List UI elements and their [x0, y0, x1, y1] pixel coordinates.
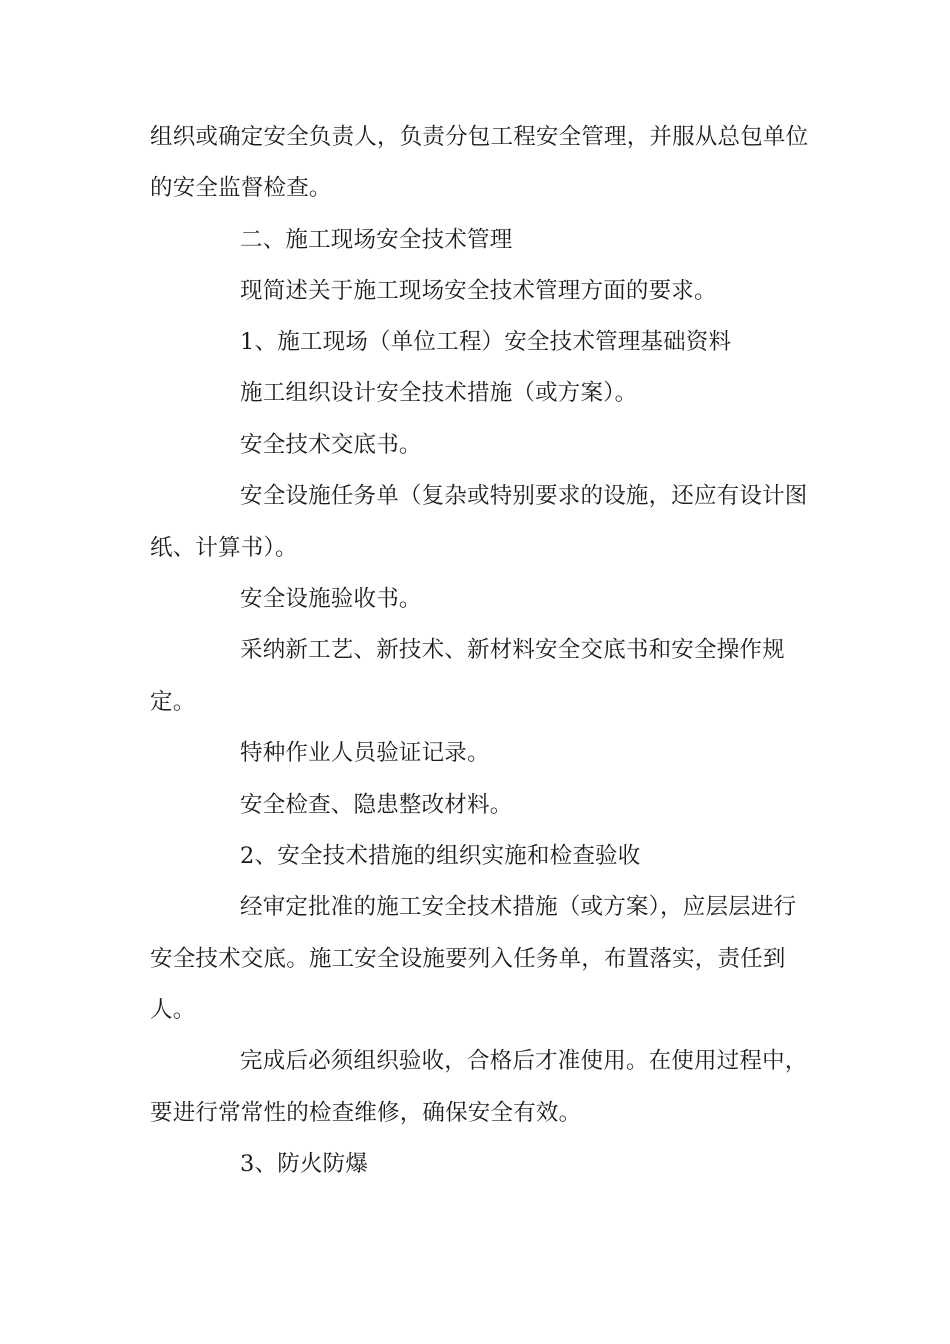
list-item: 采纳新工艺、新技术、新材料安全交底书和安全操作规 [240, 637, 785, 663]
paragraph-line: 组织或确定安全负责人，负责分包工程安全管理，并服从总包单位 [150, 124, 809, 150]
list-item: 特种作业人员验证记录。 [240, 740, 490, 766]
paragraph-line: 现简述关于施工现场安全技术管理方面的要求。 [240, 278, 717, 304]
paragraph-line: 安全技术交底。施工安全设施要列入任务单，布置落实，责任到 [150, 946, 786, 972]
list-item: 安全技术交底书。 [240, 432, 422, 458]
paragraph-line: 纸、计算书）。 [150, 535, 298, 561]
subsection-heading: 3、防火防爆 [240, 1151, 369, 1177]
subsection-heading: 1、施工现场（单位工程）安全技术管理基础资料 [240, 329, 732, 355]
subsection-heading: 2、安全技术措施的组织实施和检查验收 [240, 843, 641, 869]
paragraph-line: 定。 [150, 689, 196, 715]
paragraph-line: 人。 [150, 997, 196, 1023]
list-item: 安全设施任务单（复杂或特别要求的设施，还应有设计图 [240, 483, 808, 509]
list-item: 施工组织设计安全技术措施（或方案）。 [240, 380, 638, 406]
paragraph-line: 要进行常常性的检查维修，确保安全有效。 [150, 1100, 582, 1126]
paragraph-line: 经审定批准的施工安全技术措施（或方案），应层层进行 [240, 894, 797, 920]
section-heading: 二、施工现场安全技术管理 [240, 227, 513, 253]
paragraph-line: 完成后必须组织验收，合格后才准使用。在使用过程中， [240, 1048, 808, 1074]
list-item: 安全检查、隐患整改材料。 [240, 792, 513, 818]
list-item: 安全设施验收书。 [240, 586, 422, 612]
paragraph-line: 的安全监督检查。 [150, 175, 332, 201]
